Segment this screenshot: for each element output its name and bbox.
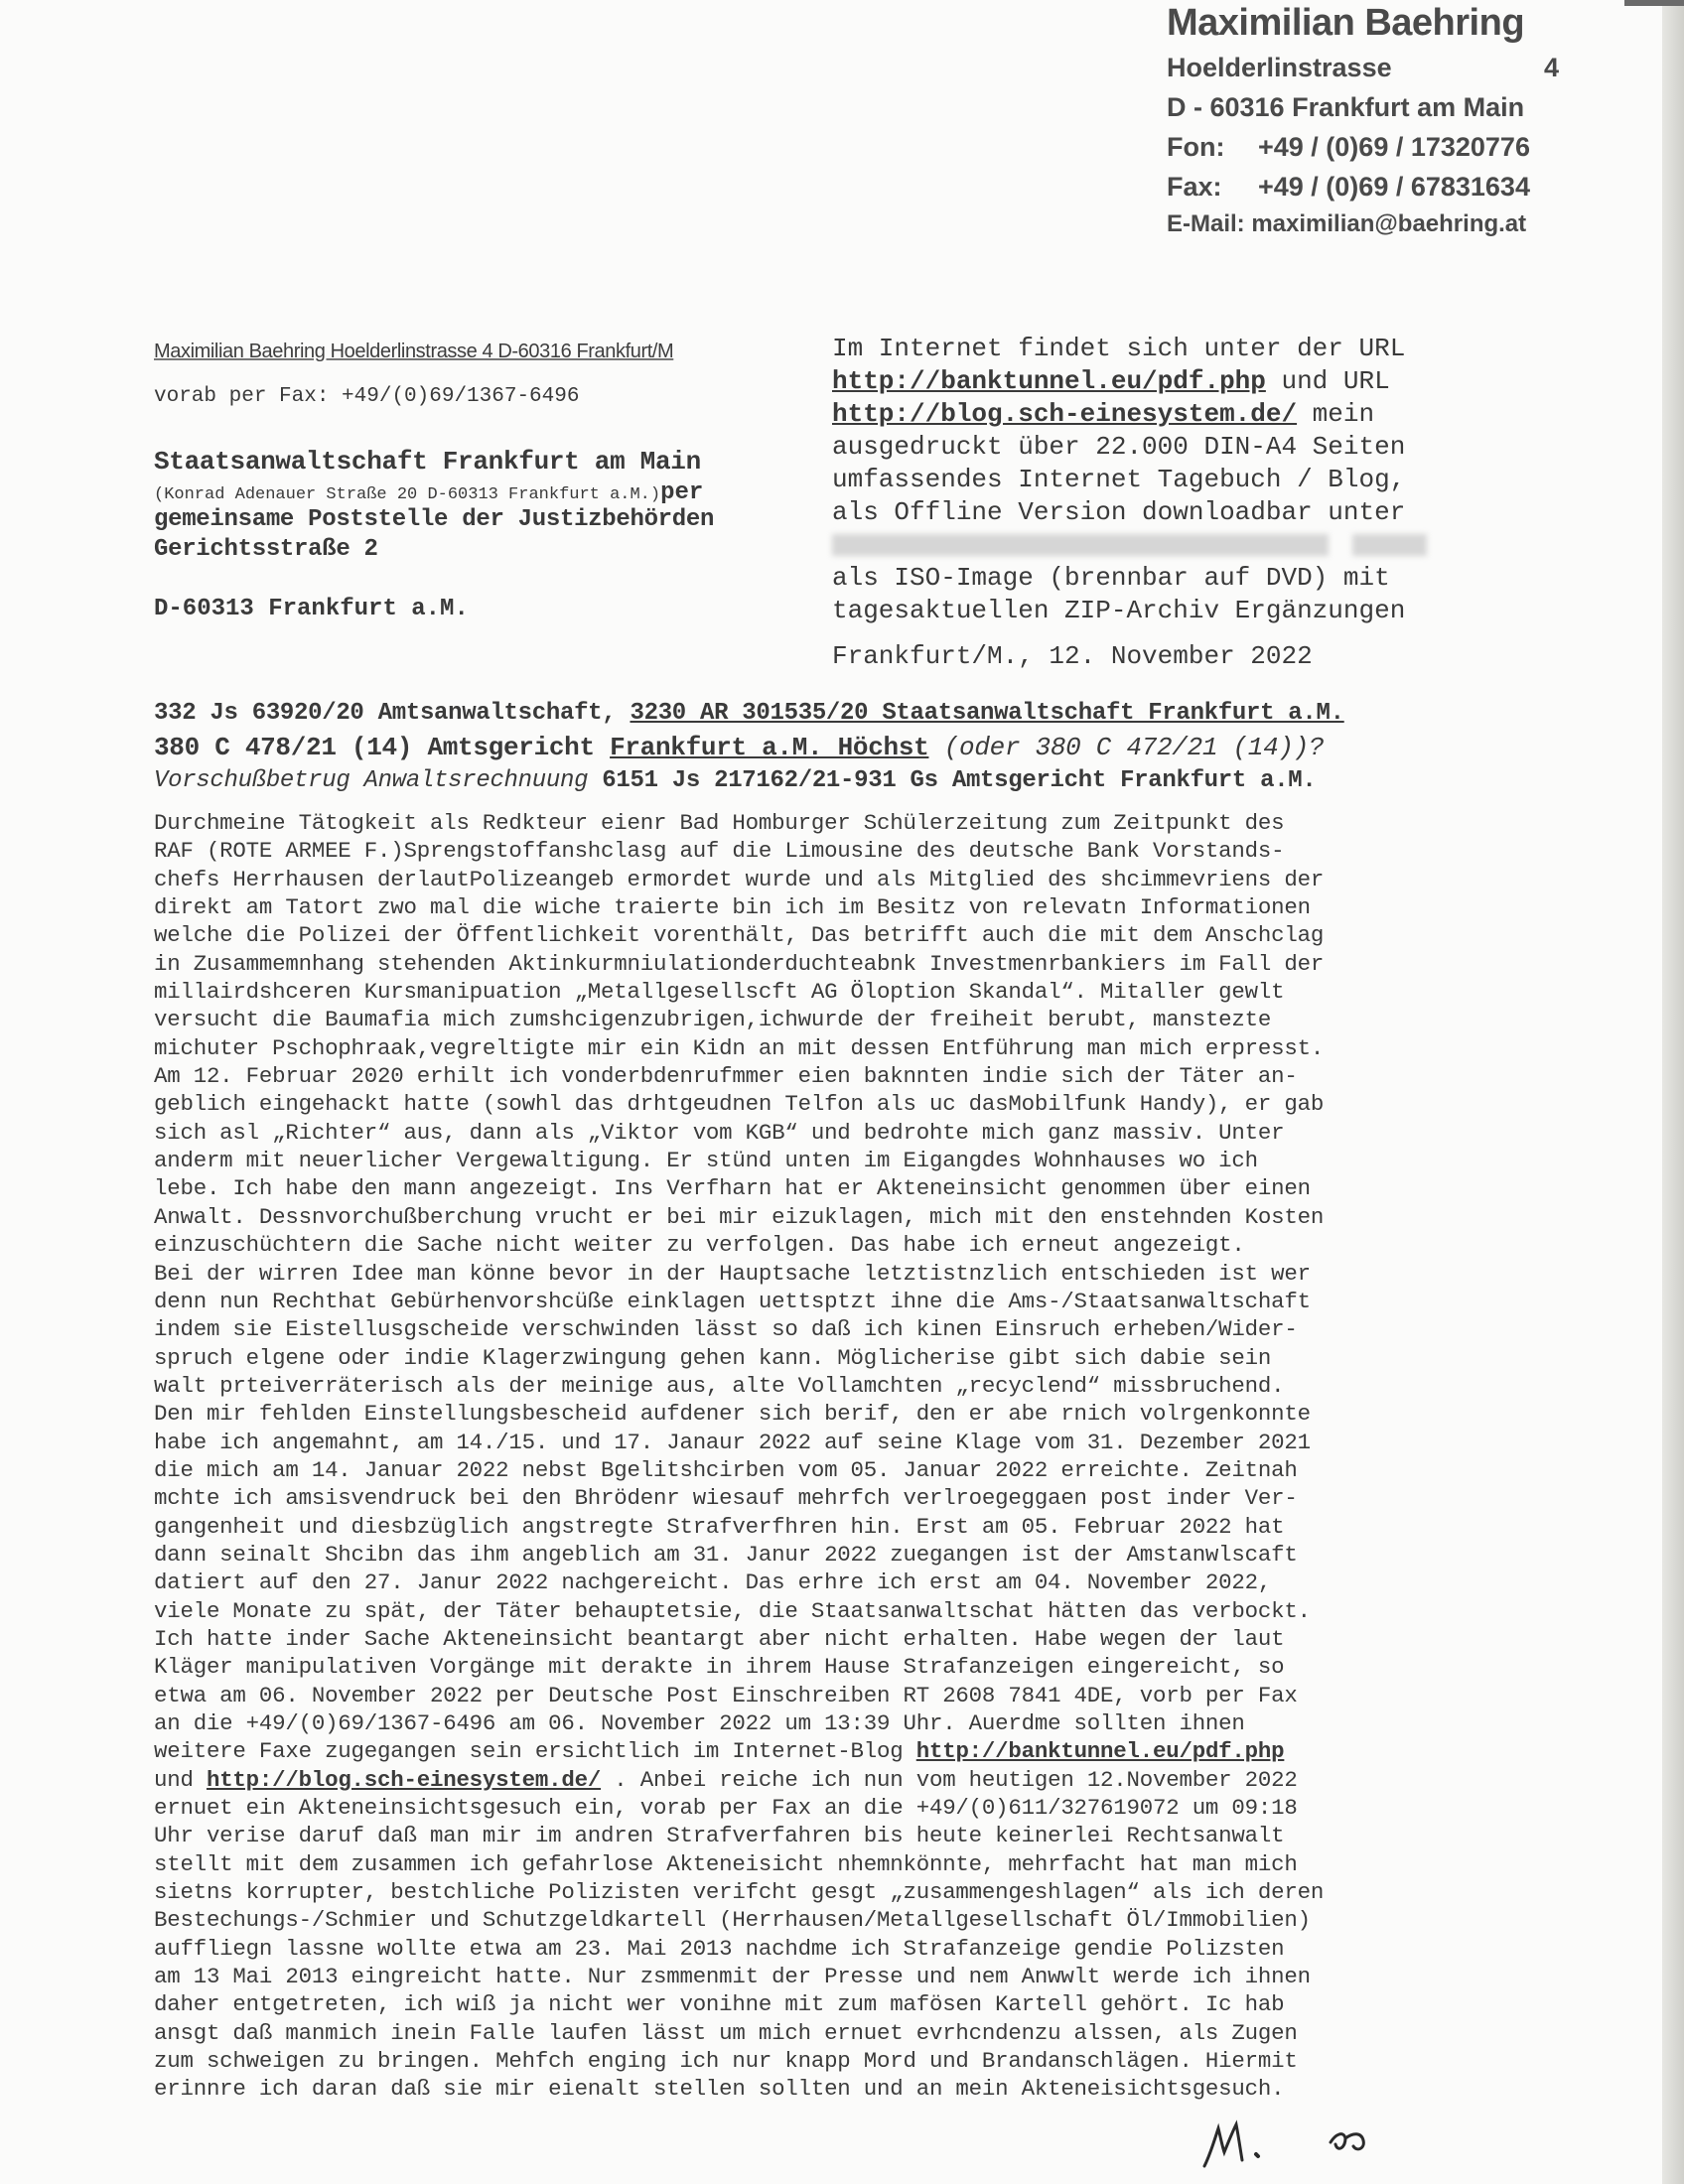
letterhead-phone: [1167, 127, 1584, 167]
body-line: Durchmeine Tätogkeit als Redkteur eienr Bad Homburger Schülerzeitung zum Zeitpunkt des: [154, 810, 1285, 836]
body-line: einzuschüchtern die Sache nicht weiter zu verfolgen. Das habe ich erneut angezeigt.: [154, 1232, 1245, 1259]
info-line: umfassendes Internet Tagebuch / Blog,: [832, 465, 1406, 494]
info-text: und URL: [1265, 366, 1390, 396]
letterhead-street-name: Hoelderlinstrasse: [1167, 53, 1392, 82]
body-line: Anwalt. Dessnvorchußberchung vrucht er bei mir eizuklagen, mich mit den enstehnden Kosten: [154, 1203, 1325, 1230]
body-line: etwa am 06. November 2022 per Deutsche Post Einschreiben RT 2608 7841 4DE, vorb per Fax: [154, 1682, 1298, 1708]
redacted-url: [832, 529, 1487, 562]
banktunnel-link[interactable]: http://banktunnel.eu/pdf.php: [915, 1738, 1285, 1765]
letterhead-fax: [1167, 167, 1584, 206]
letterhead-email: E-Mail: maximilian@baehring.at: [1167, 210, 1527, 237]
body-line: Am 12. Februar 2020 erhilt ich vonderbdenrufmmer eien baknnten indie sich der Täter an-: [154, 1063, 1298, 1090]
body-line: sietns korrupter, bestchliche Polizisten verifcht gesgt „zusammengeshlagen“ als ich deren: [154, 1879, 1325, 1906]
letterhead-street-number: 4: [1544, 53, 1560, 82]
letter-date: Frankfurt/M., 12. November 2022: [832, 641, 1313, 671]
body-line: stellt mit dem zusammen ich gefahrlose Akteneisicht nhemnkönnte, mehrfacht hat man mich: [154, 1850, 1298, 1877]
body-line: viele Monate zu spät, der Täter behauptetsie, die Staatsanwaltschat hätten das verbockt.: [154, 1597, 1311, 1624]
recipient-address-note: [154, 479, 829, 506]
body-line: millairdshceren Kursmanipuation „Metallgesellscft AG Öloption Skandal“. Mitaller gewlt: [154, 979, 1285, 1006]
body-line: Bei der wirren Idee man könne bevor in der Hauptsache letztistnzlich entschieden ist wer: [154, 1260, 1311, 1287]
info-line: als ISO-Image (brennbar auf DVD) mit: [832, 563, 1390, 593]
info-line: als Offline Version downloadbar unter: [832, 497, 1406, 527]
info-text: mein: [1297, 399, 1375, 429]
body-line: Uhr verise daruf daß man mir im andren Strafverfahren bis heute keinerlei Rechtsanwalt: [154, 1823, 1285, 1849]
phone-label: Fon:: [1167, 132, 1225, 162]
body-line: in Zusammemnhang stehenden Aktinkurmniulationderduchteabnk Investmenrbankiers im Fall der: [154, 950, 1325, 977]
info-line: [832, 365, 1487, 398]
fax-number: +49 / (0)69 / 67831634: [1258, 172, 1530, 202]
body-line: [154, 1766, 1544, 1794]
internet-info-block: [832, 333, 1487, 673]
ref-court-location: Frankfurt a.M. Höchst: [610, 733, 929, 762]
ref-amtsgericht: 380 C 478/21 (14) Amtsgericht: [154, 733, 611, 762]
blog-link[interactable]: http://blog.sch-einesystem.de/: [206, 1766, 602, 1793]
body-line: geblich eingehackt hatte (sowhl das drhtgeudnen Telfon als uc dasMobilfunk Handy), er gab: [154, 1091, 1325, 1118]
body-line: sich asl „Richter“ aus, dann als „Viktor vom KGB“ und bedrohte mich ganz massiv. Unter: [154, 1119, 1285, 1146]
redaction-blur: [832, 534, 1329, 556]
recipient-street: Gerichtsstraße 2: [154, 536, 378, 563]
reference-line-1: [154, 697, 1544, 731]
body-text: weitere Faxe zugegangen sein ersichtlich im Internet-Blog: [154, 1738, 916, 1765]
body-line: zum schweigen zu bringen. Mehfch enging ich nur knapp Mord und Brandanschlägen. Hiermit: [154, 2048, 1298, 2075]
body-line: Bestechungs-/Schmier und Schutzgeldkartell (Herrhausen/Metallgesellschaft Öl/Immobilien): [154, 1907, 1311, 1934]
body-line: auffliegn lassne wollte etwa am 23. Mai 2013 nachdme ich Strafanzeige gendie Polizsten: [154, 1935, 1285, 1962]
page-edge: [1662, 0, 1684, 2184]
body-line: die mich am 14. Januar 2022 nebst Bgelitshcirben vom 05. Januar 2022 erreichte. Zeitnah: [154, 1456, 1298, 1483]
fax-label: Fax:: [1167, 172, 1222, 202]
body-line: mchte ich amsisvendruck bei den Bhrödenr wiesauf mehrfch verlroegeggaen post inder Ver-: [154, 1485, 1298, 1512]
info-line: Im Internet findet sich unter der URL: [832, 334, 1406, 363]
body-line: Kläger manipulativen Vorgänge mit derakte in ihrem Hause Strafanzeigen eingereicht, so: [154, 1654, 1285, 1681]
body-line: erinnre ich daran daß sie mir eienalt stellen sollten und an mein Akteneisichtsgesuch.: [154, 2076, 1285, 2103]
ref-alternative: (oder 380 C 472/21 (14))?: [928, 733, 1325, 762]
body-line: lebe. Ich habe den mann angezeigt. Ins Verfharn hat er Akteneinsicht genommen über einen: [154, 1175, 1311, 1202]
letterhead-city: D - 60316 Frankfurt am Main: [1167, 92, 1525, 122]
reference-block: [154, 697, 1544, 798]
body-line: michuter Pschophraak,vegreltigte mir ein Kidn an mit dessen Entführung man mich erpresst.: [154, 1034, 1325, 1061]
info-line: ausgedruckt über 22.000 DIN-A4 Seiten: [832, 432, 1406, 462]
body-line: daher entgetreten, ich wiß ja nicht wer vonihne mit zum mafösen Kartell gehört. Ic hab: [154, 1991, 1285, 2018]
body-line: ansgt daß manmich inein Falle laufen lässt um mich ernuet evrhcndenzu alssen, als Zugen: [154, 2019, 1298, 2046]
body-line: walt prteiverräterisch als der meinige aus, alte Vollamchten „recyclend“ missbruchend.: [154, 1372, 1285, 1399]
body-line: Ich hatte inder Sache Akteneinsicht beantargt aber nicht erhalten. Habe wegen der laut: [154, 1625, 1285, 1652]
recipient-authority: Staatsanwaltschaft Frankfurt am Main: [154, 447, 701, 477]
body-line: am 13 Mai 2013 eingreicht hatte. Nur zsmmenmit der Presse und nem Anwwlt werde ich ihnen: [154, 1964, 1311, 1990]
body-line: gangenheit und diesbzüglich angstregte Strafverfhren hin. Erst am 05. Februar 2022 hat: [154, 1513, 1285, 1540]
body-line: welche die Polizei der Öffentlichkeit vorenthält, Das betrifft auch die mit dem Anschclag: [154, 922, 1325, 949]
info-line: tagesaktuellen ZIP-Archiv Ergänzungen: [832, 596, 1406, 625]
ref-staatsanwaltschaft: 3230 AR 301535/20 Staatsanwaltschaft Frankfurt a.M.: [630, 700, 1344, 727]
body-line: direkt am Tatort zwo mal die wiche traierte bin ich im Besitz von relevatn Informationen: [154, 894, 1311, 921]
recipient-per: per: [660, 479, 704, 506]
letterhead-name: Maximilian Baehring: [1167, 2, 1525, 44]
info-line: [832, 398, 1487, 431]
body-line: RAF (ROTE ARMEE F.)Sprengstoffanshclasg auf die Limousine des deutsche Bank Vorstands-: [154, 838, 1285, 865]
ref-amtsanwaltschaft: 332 Js 63920/20 Amtsanwaltschaft,: [154, 700, 631, 727]
recipient-city: D-60313 Frankfurt a.M.: [154, 596, 469, 622]
body-text: . Anbei reiche ich nun vom heutigen 12.November 2022: [601, 1766, 1298, 1793]
body-line: spruch elgene oder indie Klagerzwingung gehen kann. Möglicherise gibt sich dabie sein: [154, 1344, 1272, 1371]
recipient-address: [154, 447, 829, 622]
phone-number: +49 / (0)69 / 17320776: [1258, 132, 1530, 162]
body-line: [154, 1737, 1544, 1765]
body-line: datiert auf den 27. Janur 2022 nachgereicht. Das erhre ich erst am 04. November 2022,: [154, 1570, 1272, 1596]
recipient-poststelle: gemeinsame Poststelle der Justizbehörden: [154, 506, 715, 533]
reference-line-3: [154, 764, 1544, 798]
reference-line-2: [154, 731, 1544, 764]
letter-body: [154, 809, 1544, 2104]
recipient-street-note: (Konrad Adenauer Straße 20 D-60313 Frankfurt a.M.): [154, 485, 661, 504]
redaction-blur: [1352, 534, 1427, 556]
body-line: Den mir fehlden Einstellungsbescheid aufdener sich berif, den er abe rnich volrgenkonnte: [154, 1401, 1311, 1428]
ref-gs-number: 6151 Js 217162/21-931 Gs Amtsgericht Frankfurt a.M.: [602, 767, 1317, 794]
handwritten-signature: [1196, 2115, 1425, 2174]
sender-return-address: Maximilian Baehring Hoelderlinstrasse 4 D-60316 Frankfurt/M: [154, 341, 674, 362]
letterhead-street: [1167, 48, 1584, 87]
body-line: chefs Herrhausen derlautPolizeangeb ermordet wurde und als Mitglied des shcimmevriens der: [154, 866, 1325, 892]
blog-link[interactable]: http://blog.sch-einesystem.de/: [832, 399, 1298, 429]
fax-advance-note: vorab per Fax: +49/(0)69/1367-6496: [154, 385, 580, 408]
ref-subject: Vorschußbetrug Anwaltsrechnuung: [154, 767, 603, 794]
body-line: anderm mit neuerlicher Vergewaltigung. Er stünd unten im Eigangdes Wohnhauses wo ich: [154, 1148, 1258, 1174]
body-line: denn nun Rechthat Gebürhenvorshcüße einklagen uettsptzt ihne die Ams-/Staatsanwaltschaft: [154, 1288, 1311, 1314]
letterhead: [1167, 0, 1584, 242]
scan-corner-mark: [1624, 0, 1684, 6]
body-text: und: [154, 1766, 207, 1793]
body-line: habe ich angemahnt, am 14./15. und 17. Janaur 2022 auf seine Klage vom 31. Dezember 2021: [154, 1429, 1311, 1455]
body-line: dann seinalt Shcibn das ihm angeblich am 31. Janur 2022 zuegangen ist der Amstanwlscaft: [154, 1541, 1298, 1568]
body-line: indem sie Eistellusgscheide verschwinden lässt so daß ich kinen Einsruch erheben/Wider-: [154, 1316, 1298, 1343]
body-line: ernuet ein Akteneinsichtsgesuch ein, vorab per Fax an die +49/(0)611/327619072 um 09:18: [154, 1795, 1298, 1822]
body-line: versucht die Baumafia mich zumshcigenzubrigen,ichwurde der freiheit berubt, manstezte: [154, 1007, 1272, 1033]
body-line: an die +49/(0)69/1367-6496 am 06. November 2022 um 13:39 Uhr. Auerdme sollten ihnen: [154, 1710, 1245, 1736]
banktunnel-link[interactable]: http://banktunnel.eu/pdf.php: [832, 366, 1266, 396]
